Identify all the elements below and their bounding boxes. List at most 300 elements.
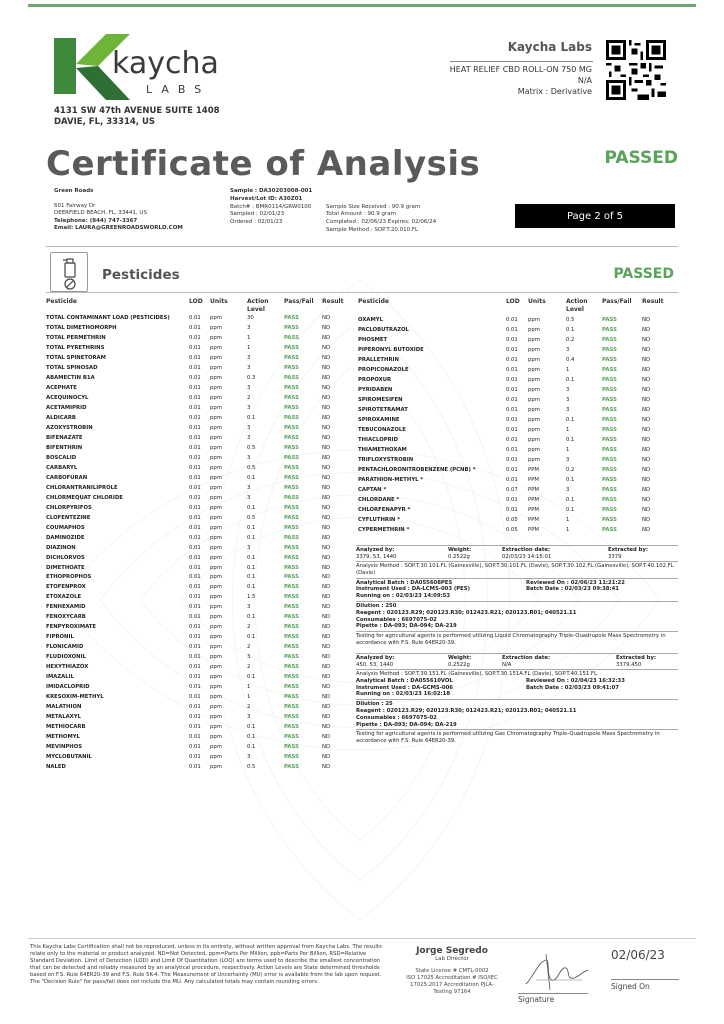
units-value: PPM: [528, 526, 539, 533]
lod-value: 0.01: [189, 315, 201, 321]
pesticide-name: PROPICONAZOLE: [358, 366, 409, 373]
table-row: [46, 573, 356, 583]
units-value: ppm: [210, 315, 222, 321]
lod-value: 0.01: [189, 674, 201, 681]
gc-running-on: Running on : 02/03/23 16:02:18: [356, 691, 451, 698]
pesticide-name: FLONICAMID: [46, 644, 84, 651]
units-value: ppm: [210, 634, 222, 641]
pesticide-name: BIFENTHRIN: [46, 444, 83, 451]
result-value: ND: [322, 734, 331, 741]
gc-extracted-by: 3379,450: [616, 661, 642, 668]
pesticide-name: ETOXAZOLE: [46, 594, 82, 601]
table-row: [46, 753, 356, 763]
action-level: 0.1: [247, 734, 256, 741]
lod-value: 0.07: [506, 486, 518, 493]
pesticide-name: ETOFENPROX: [46, 584, 86, 591]
product-na: N/A: [577, 76, 592, 85]
table-row: [46, 593, 356, 603]
table-row: [358, 476, 668, 486]
pass-fail: PASS: [284, 474, 299, 481]
gc-analysis-method: Analysis Method : SOP.T.30.151.FL (Gainesville), SOP.T.30.151A.FL (Davie), SOP.T.40.151.FL: [356, 671, 597, 677]
lc-extraction-label: Extraction date:: [502, 547, 551, 553]
table-row: [46, 484, 356, 494]
action-level: 3: [247, 324, 251, 331]
units-value: ppm: [528, 396, 540, 403]
pass-fail: PASS: [284, 334, 299, 341]
lc-weight-label: Weight:: [448, 547, 472, 553]
action-level: 1: [566, 516, 570, 523]
section-divider-top: [46, 246, 678, 247]
result-value: ND: [322, 564, 331, 571]
lab-title: Kaycha Labs: [507, 40, 592, 54]
units-value: ppm: [210, 484, 222, 491]
lab-address-line1: 4131 SW 47th AVENUE SUITE 1408: [54, 106, 220, 116]
lod-value: 0.01: [189, 444, 201, 451]
lod-value: 0.01: [189, 734, 201, 741]
lab-address-line2: DAVIE, FL, 33314, US: [54, 117, 155, 127]
license-line1: State License # CMTL-0002: [415, 968, 489, 974]
pass-fail: PASS: [602, 486, 617, 493]
pesticide-name: FIPRONIL: [46, 634, 74, 641]
header-result: Result: [642, 298, 664, 305]
analysis-block-lc: [356, 544, 678, 647]
lod-value: 0.01: [189, 404, 201, 411]
lod-value: 0.01: [189, 644, 201, 651]
pesticide-name: ABAMECTIN B1A: [46, 374, 95, 381]
section-title: Pesticides: [102, 267, 180, 283]
table-row: [358, 446, 668, 456]
lc-reagent: Reagent : 020123.R29; 020123.R30; 012423.R21; 020123.R01; 040521.11: [356, 609, 577, 616]
action-level: 3: [247, 494, 251, 501]
result-value: ND: [642, 406, 651, 413]
pesticide-name: ACETAMIPRID: [46, 404, 87, 411]
units-value: ppm: [210, 664, 222, 671]
action-level: 2: [247, 644, 251, 651]
lod-value: 0.01: [189, 334, 201, 341]
header-passfail: Pass/Fail: [602, 298, 632, 305]
pesticide-name: TOTAL SPINETORAM: [46, 354, 106, 361]
table-row: [46, 733, 356, 743]
result-value: ND: [322, 654, 331, 661]
left-table-header: [46, 298, 356, 314]
action-level: 0.5: [247, 764, 256, 771]
document-title: Certificate of Analysis: [46, 144, 481, 184]
result-value: ND: [322, 634, 331, 641]
lod-value: 0.01: [189, 394, 201, 401]
table-row: [46, 324, 356, 334]
lod-value: 0.01: [189, 764, 201, 771]
lod-value: 0.01: [189, 604, 201, 611]
table-row: [46, 444, 356, 454]
pass-fail: PASS: [602, 326, 617, 333]
pass-fail: PASS: [284, 484, 299, 491]
pass-fail: PASS: [602, 346, 617, 353]
pass-fail: PASS: [284, 604, 299, 611]
units-value: ppm: [210, 614, 222, 621]
gc-analyzed-by-label: Analyzed by:: [356, 655, 395, 661]
pass-fail: PASS: [602, 336, 617, 343]
units-value: ppm: [528, 346, 540, 353]
action-level: 0.2: [566, 466, 575, 473]
units-value: ppm: [210, 694, 222, 701]
result-value: ND: [322, 724, 331, 731]
lod-value: 0.01: [189, 414, 201, 421]
product-name: HEAT RELIEF CBD ROLL-ON 750 MG: [449, 65, 592, 74]
table-row: [46, 524, 356, 534]
units-value: ppm: [210, 704, 222, 711]
gc-analyzed-by: 450, 53, 1440: [356, 661, 394, 668]
gc-pipette: Pipette : DA-093; DA-094; DA-219: [356, 721, 457, 728]
table-row: [46, 703, 356, 713]
lod-value: 0.01: [189, 624, 201, 631]
header-lod: LOD: [189, 298, 203, 305]
lod-value: 0.01: [506, 356, 518, 363]
units-value: ppm: [210, 474, 222, 481]
pesticide-name: DIMETHOATE: [46, 564, 85, 571]
lod-value: 0.01: [506, 466, 518, 473]
action-level: 0.1: [566, 496, 575, 503]
product-matrix: Matrix : Derivative: [517, 87, 592, 96]
pesticide-name: CARBOFURAN: [46, 474, 88, 481]
result-value: ND: [322, 624, 331, 631]
result-value: ND: [322, 604, 331, 611]
result-value: ND: [322, 674, 331, 681]
lc-consumables: Consumables : 6697075-02: [356, 616, 437, 623]
pass-fail: PASS: [284, 614, 299, 621]
action-level: 3: [247, 454, 251, 461]
pass-fail: PASS: [284, 494, 299, 501]
pesticide-name: ACEQUINOCYL: [46, 394, 89, 401]
result-value: ND: [322, 534, 331, 541]
pesticide-name: NALED: [46, 764, 66, 771]
pass-fail: PASS: [284, 554, 299, 561]
lc-analyzed-by: 3379, 53, 1440: [356, 553, 397, 560]
action-level: 0.1: [247, 524, 256, 531]
pesticide-name: BIFENAZATE: [46, 434, 83, 441]
pass-fail: PASS: [284, 584, 299, 591]
pass-fail: PASS: [284, 514, 299, 521]
overall-status-badge: PASSED: [604, 148, 678, 168]
action-level: 3: [566, 456, 570, 463]
units-value: ppm: [528, 446, 540, 453]
action-level: 2: [247, 704, 251, 711]
units-value: ppm: [528, 366, 540, 373]
pass-fail: PASS: [602, 416, 617, 423]
pass-fail: PASS: [602, 506, 617, 513]
pesticide-name: METHOMYL: [46, 734, 80, 741]
pass-fail: PASS: [284, 574, 299, 581]
lod-value: 0.01: [189, 514, 201, 521]
result-value: ND: [642, 456, 651, 463]
action-level: 0.1: [247, 674, 256, 681]
action-level: 1: [247, 694, 251, 701]
lc-pipette: Pipette : DA-093; DA-094; DA-219: [356, 623, 457, 630]
pass-fail: PASS: [284, 464, 299, 471]
result-value: ND: [322, 594, 331, 601]
pesticide-name: THIACLOPRID: [358, 436, 399, 443]
pass-fail: PASS: [602, 496, 617, 503]
gc-extraction-date: N/A: [502, 661, 512, 668]
action-level: 0.1: [247, 724, 256, 731]
lod-value: 0.05: [506, 516, 518, 523]
action-level: 1: [566, 526, 570, 533]
pesticide-name: THIAMETHOXAM: [358, 446, 407, 453]
action-level: 3: [247, 604, 251, 611]
pass-fail: PASS: [284, 434, 299, 441]
action-level: 3: [247, 424, 251, 431]
pesticide-name: DAMINOZIDE: [46, 534, 85, 541]
action-level: 1: [566, 446, 570, 453]
pass-fail: PASS: [284, 644, 299, 651]
action-level: 0.5: [247, 514, 256, 521]
pass-fail: PASS: [602, 456, 617, 463]
lod-value: 0.01: [506, 406, 518, 413]
table-row: [358, 326, 668, 336]
table-row: [358, 516, 668, 526]
result-value: ND: [322, 404, 331, 411]
action-level: 0.5: [566, 317, 575, 323]
header-result: Result: [322, 298, 344, 305]
pesticide-name: SPIROMESIFEN: [358, 396, 403, 403]
units-value: PPM: [528, 476, 539, 483]
pass-fail: PASS: [284, 364, 299, 371]
result-value: ND: [642, 436, 651, 443]
pass-fail: PASS: [602, 386, 617, 393]
lod-value: 0.01: [189, 654, 201, 661]
pesticide-name: PARATHION-METHYL *: [358, 476, 424, 483]
lod-value: 0.01: [506, 386, 518, 393]
table-row: [46, 603, 356, 613]
result-value: ND: [322, 424, 331, 431]
lod-value: 0.01: [506, 446, 518, 453]
units-value: ppm: [210, 754, 222, 761]
header-action: Action: [566, 298, 588, 305]
pesticide-name: CAPTAN *: [358, 486, 387, 493]
footer-disclaimer: This Kaycha Labs Certification shall not be reproduced, unless in its entirety, without written approval from Kaycha Labs. The results relate only to the material or product analyzed. ND=Not Detected, ppm=Parts Per Million, ppb=Parts Per Billion, RSD=Relative Standard Deviation. Limit of Detection (LOD) and Limit Of Quantitation (LOQ) are terms used to describe the smallest concentration that can be detected and reliably measured by an analytical procedure, respectively. Action Levels are State determined thresholds based on F.S. Rule 64ER20-39 and F.S. Rule 5K-4. The Measurement of Uncertainty (MU) error is available from the lab upon request. The "Decision Rule" for pass/fail does not include the MU. Any calculated totals may contain rounding errors.: [30, 944, 382, 985]
action-level: 3: [247, 754, 251, 761]
units-value: ppm: [528, 376, 540, 383]
units-value: ppm: [210, 404, 222, 411]
client-street: 601 Fairway Dr: [54, 202, 96, 209]
pass-fail: PASS: [284, 654, 299, 661]
header-units: Units: [210, 298, 228, 305]
pass-fail: PASS: [284, 454, 299, 461]
pass-fail: PASS: [284, 724, 299, 731]
lod-value: 0.01: [189, 324, 201, 331]
lab-address: [54, 106, 220, 128]
lc-batch-date: Batch Date : 02/03/23 09:38:41: [526, 586, 619, 593]
pass-fail: PASS: [284, 414, 299, 421]
logo-name: kaycha: [112, 46, 219, 81]
pesticide-name: FENOXYCARB: [46, 614, 86, 621]
lod-value: 0.01: [189, 714, 201, 721]
gc-note: Testing for agricultural agents is performed utilizing Gas Chromatography Triple-Quadrupole Mass Spectrometry in accordance with F.S. Rule 64ER20-39.: [356, 731, 660, 745]
units-value: ppm: [210, 684, 222, 691]
units-value: ppm: [528, 436, 540, 443]
pass-fail: PASS: [284, 324, 299, 331]
gc-instrument: Instrument Used : DA-GCMS-006: [356, 684, 453, 691]
sample-total-amount: Total Amount : 90.9 gram: [326, 211, 397, 218]
result-value: ND: [322, 764, 331, 771]
pass-fail: PASS: [602, 406, 617, 413]
result-value: ND: [642, 356, 651, 363]
table-row: [46, 514, 356, 524]
result-value: ND: [322, 315, 331, 321]
gc-weight: 0.2522g: [448, 661, 470, 668]
result-value: ND: [642, 376, 651, 383]
pass-fail: PASS: [284, 704, 299, 711]
lod-value: 0.01: [506, 436, 518, 443]
lod-value: 0.01: [506, 396, 518, 403]
header-level: Level: [566, 306, 584, 313]
table-row: [46, 633, 356, 643]
result-value: ND: [642, 526, 651, 533]
action-level: 0.3: [247, 374, 256, 381]
action-level: 3: [247, 364, 251, 371]
result-value: ND: [322, 444, 331, 451]
action-level: 0.1: [247, 614, 256, 621]
lod-value: 0.01: [506, 426, 518, 433]
action-level: 2: [247, 624, 251, 631]
header-action: Action: [247, 298, 269, 305]
action-level: 2: [247, 664, 251, 671]
units-value: ppm: [210, 434, 222, 441]
pass-fail: PASS: [284, 394, 299, 401]
units-value: ppm: [210, 374, 222, 381]
header-pesticide: Pesticide: [358, 298, 389, 305]
result-value: ND: [322, 344, 331, 351]
pesticide-name: FENPYROXIMATE: [46, 624, 97, 631]
lab-title-divider: [450, 61, 593, 62]
lod-value: 0.01: [189, 554, 201, 561]
table-row: [46, 643, 356, 653]
pass-fail: PASS: [602, 376, 617, 383]
pesticide-name: CHLORFENAPYR *: [358, 506, 411, 513]
units-value: ppm: [528, 416, 540, 423]
action-level: 0.1: [247, 574, 256, 581]
table-row: [46, 394, 356, 404]
result-value: ND: [322, 394, 331, 401]
pass-fail: PASS: [284, 374, 299, 381]
units-value: ppm: [210, 514, 222, 521]
pass-fail: PASS: [284, 684, 299, 691]
pass-fail: PASS: [284, 734, 299, 741]
pesticide-name: ETHOPROPHOS: [46, 574, 92, 581]
lod-value: 0.01: [506, 326, 518, 333]
pesticide-name: CYPERMETHRIN *: [358, 526, 410, 533]
header-units: Units: [528, 298, 546, 305]
units-value: ppm: [210, 594, 222, 601]
result-value: ND: [642, 317, 651, 323]
table-row: [46, 713, 356, 723]
pass-fail: PASS: [284, 634, 299, 641]
pesticide-name: CHLORPYRIFOS: [46, 504, 92, 511]
action-level: 1.5: [247, 594, 256, 601]
table-row: [46, 504, 356, 514]
result-value: ND: [322, 494, 331, 501]
table-row: [46, 534, 356, 544]
table-row: [46, 474, 356, 484]
units-value: ppm: [210, 334, 222, 341]
pesticide-name: TEBUCONAZOLE: [358, 426, 406, 433]
units-value: ppm: [210, 714, 222, 721]
result-value: ND: [642, 416, 651, 423]
pesticide-name: PROPOXUR: [358, 376, 392, 383]
logo-subtitle: LABS: [146, 83, 211, 96]
pass-fail: PASS: [284, 354, 299, 361]
pass-fail: PASS: [284, 694, 299, 701]
pass-fail: PASS: [602, 366, 617, 373]
pass-fail: PASS: [284, 564, 299, 571]
pass-fail: PASS: [602, 436, 617, 443]
signed-on-label: Signed On: [611, 982, 650, 991]
license-line3: 17025:2017 Accreditation PJLA-: [410, 982, 494, 988]
lod-value: 0.01: [189, 684, 201, 691]
pass-fail: PASS: [284, 504, 299, 511]
action-level: 30: [247, 315, 254, 321]
table-row: [46, 334, 356, 344]
lod-value: 0.01: [506, 416, 518, 423]
result-value: ND: [322, 574, 331, 581]
action-level: 3: [247, 354, 251, 361]
table-row: [46, 663, 356, 673]
pesticide-name: FLUDIOXONIL: [46, 654, 86, 661]
result-value: ND: [642, 486, 651, 493]
pesticide-name: KRESOXIM-METHYL: [46, 694, 104, 701]
table-row: [358, 466, 668, 476]
units-value: ppm: [210, 364, 222, 371]
signer-block: [400, 946, 504, 996]
units-value: PPM: [528, 496, 539, 503]
action-level: 3: [566, 486, 570, 493]
pass-fail: PASS: [284, 754, 299, 761]
product-info: [450, 64, 592, 97]
result-value: ND: [642, 346, 651, 353]
action-level: 0.1: [247, 474, 256, 481]
action-level: 1: [247, 344, 251, 351]
units-value: ppm: [210, 454, 222, 461]
result-value: ND: [322, 384, 331, 391]
table-row: [358, 406, 668, 416]
lod-value: 0.01: [189, 664, 201, 671]
qr-code-icon: [606, 40, 666, 100]
result-value: ND: [322, 464, 331, 471]
lod-value: 0.01: [189, 574, 201, 581]
gc-dilution: Dilution : 25: [356, 701, 393, 708]
header-lod: LOD: [506, 298, 520, 305]
units-value: ppm: [528, 386, 540, 393]
result-value: ND: [322, 754, 331, 761]
table-row: [46, 454, 356, 464]
pass-fail: PASS: [284, 744, 299, 751]
action-level: 0.1: [247, 504, 256, 511]
result-value: ND: [642, 506, 651, 513]
table-row: [46, 564, 356, 574]
handwritten-signature: [516, 950, 596, 994]
pass-fail: PASS: [602, 516, 617, 523]
table-row: [46, 683, 356, 693]
sample-id: Sample : DA30203008-001: [230, 188, 313, 194]
table-row: [46, 554, 356, 564]
lc-analytical-batch: Analytical Batch : DA055608PES: [356, 579, 453, 586]
result-value: ND: [642, 496, 651, 503]
action-level: 0.1: [247, 564, 256, 571]
result-value: ND: [322, 704, 331, 711]
result-value: ND: [642, 386, 651, 393]
action-level: 1: [566, 426, 570, 433]
units-value: ppm: [528, 426, 540, 433]
pesticide-name: TRIFLOXYSTROBIN: [358, 456, 414, 463]
